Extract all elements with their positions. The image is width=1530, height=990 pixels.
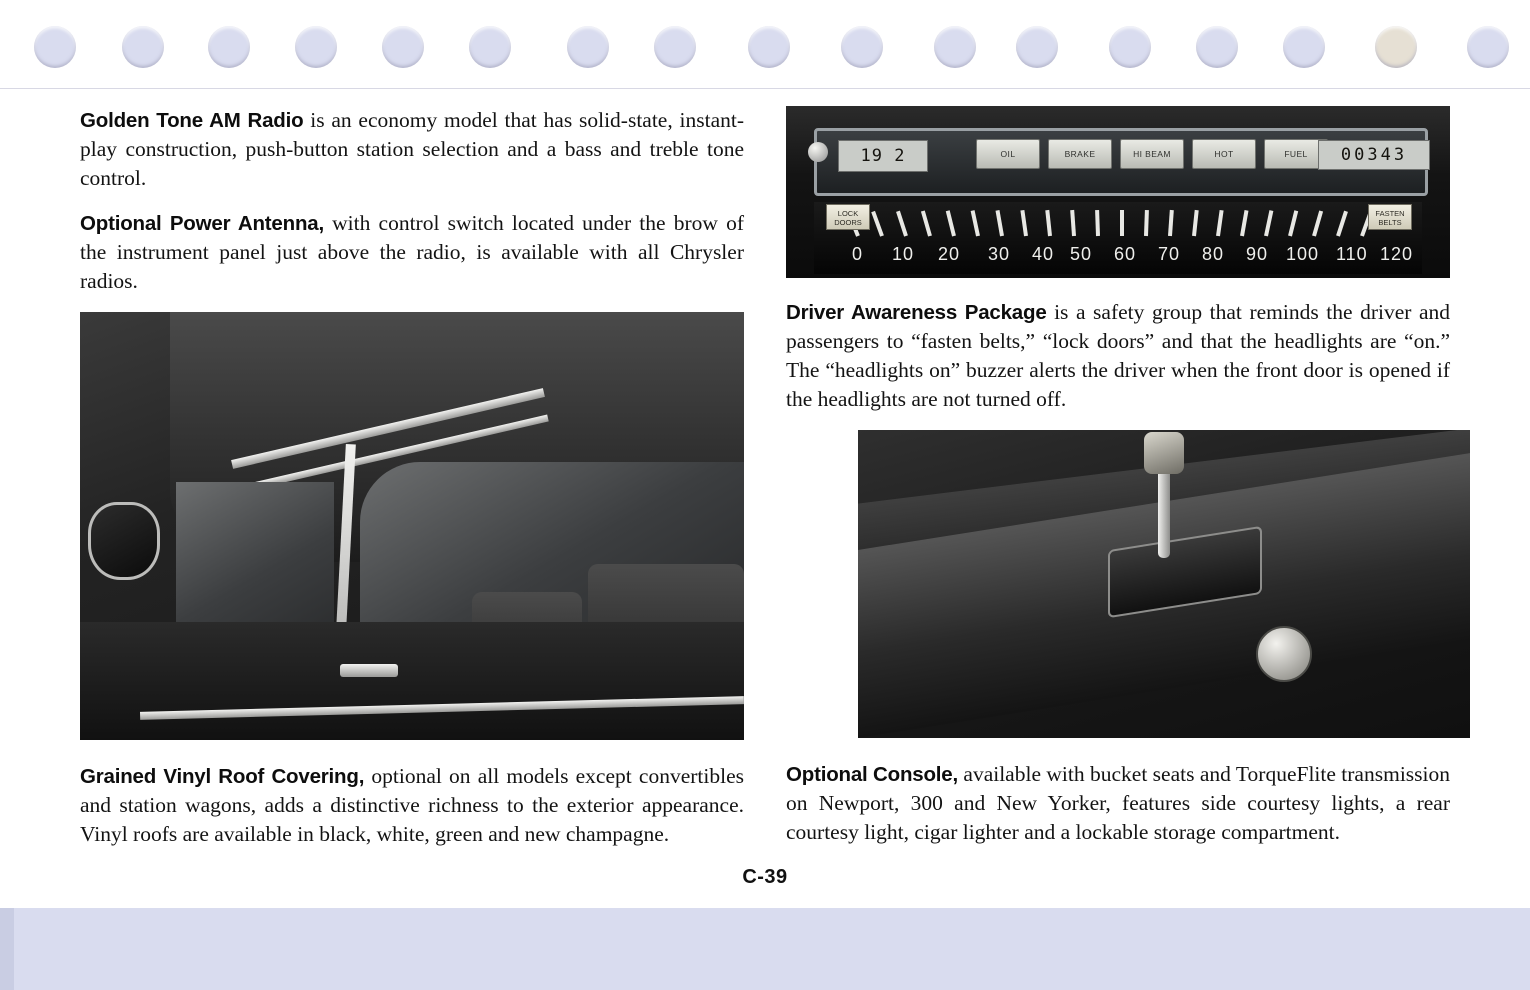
page-content	[0, 88, 1530, 908]
speedo-tick	[971, 210, 980, 236]
speedo-tick	[1120, 210, 1124, 236]
speedo-number: 40	[1032, 244, 1055, 264]
paragraph-golden-tone-radio	[80, 106, 744, 193]
warning-lamp-lock-doors: LOCK DOORS	[826, 204, 870, 230]
photo-instrument-cluster	[786, 106, 1450, 278]
shift-knob	[1144, 432, 1184, 474]
caption-lead: Grained Vinyl Roof Covering,	[80, 765, 365, 789]
telltale-hi-beam: HI BEAM	[1120, 139, 1184, 169]
speedo-number: 50	[1070, 244, 1093, 264]
right-column	[786, 106, 1450, 847]
paragraph-text: is an economy model that has solid-state, instant-play construction, push-button station selection and a bass and treble tone control.	[80, 108, 744, 191]
speedo-number: 60	[1114, 244, 1137, 264]
punch-hole	[841, 26, 883, 68]
punch-hole	[382, 26, 424, 68]
speedo-tick	[1045, 210, 1052, 236]
speedo-tick	[1240, 210, 1248, 236]
paragraph-text: with control switch located under the brow of the instrument panel just above the radio, is available with all Chrysler radios.	[80, 211, 744, 294]
telltale-fuel: FUEL	[1264, 139, 1328, 169]
page-gutter	[0, 908, 14, 990]
speedo-number: 90	[1246, 244, 1269, 264]
photo-grained-vinyl-roof	[80, 312, 744, 740]
page-number: C-39	[742, 866, 788, 888]
paragraph-driver-awareness-package	[786, 298, 1450, 414]
speedo-tick	[1168, 210, 1174, 236]
page-bottom-band	[0, 908, 1530, 990]
paragraph-text: is a safety group that reminds the driver and passengers to “fasten belts,” “lock doors” and that the headlights are “on.” The “headlights on” buzzer alerts the driver when the front door is opened if the headlights are not turned off.	[786, 300, 1450, 412]
telltale-oil: OIL	[976, 139, 1040, 169]
speedo-number: 70	[1158, 244, 1181, 264]
speedo-tick	[1070, 210, 1076, 236]
door-handle	[340, 664, 398, 677]
speedo-tick	[921, 210, 932, 236]
speedo-tick	[1095, 210, 1100, 236]
punch-hole	[934, 26, 976, 68]
speedo-number: 80	[1202, 244, 1225, 264]
punch-hole	[34, 26, 76, 68]
speedo-tick	[1288, 210, 1298, 236]
left-column	[80, 106, 744, 849]
speedo-tick	[896, 211, 908, 237]
punch-hole	[567, 26, 609, 68]
speedo-number: 0	[852, 244, 864, 264]
speedo-tick	[1192, 210, 1199, 236]
caption-lead: Optional Console,	[786, 763, 959, 787]
binder-punch-strip	[0, 0, 1530, 89]
caption-text: optional on all models except convertibles and station wagons, adds a distinctive richness to the exterior appearance. Vinyl roofs are available in black, white, green and new champagne.	[80, 764, 744, 847]
speedo-number: 10	[892, 244, 915, 264]
punch-hole	[1375, 26, 1417, 68]
caption-optional-console	[786, 760, 1450, 847]
warning-lamp-fasten-belts: FASTEN BELTS	[1368, 204, 1412, 230]
punch-hole	[654, 26, 696, 68]
speedo-tick	[1216, 210, 1224, 236]
cluster-knob	[808, 142, 828, 162]
speedo-number: 110	[1336, 244, 1368, 264]
punch-hole	[748, 26, 790, 68]
caption-text: available with bucket seats and TorqueFlite transmission on Newport, 300 and New Yorker, features side courtesy lights, a rear courtesy light, cigar lighter and a lockable storage compartment.	[786, 762, 1450, 845]
speedo-number: 20	[938, 244, 961, 264]
punch-hole	[122, 26, 164, 68]
cigar-lighter	[1256, 626, 1312, 682]
speedo-tick	[871, 211, 884, 237]
punch-hole	[1467, 26, 1509, 68]
speedo-tick	[946, 210, 956, 236]
speedo-tick	[1312, 210, 1323, 236]
paragraph-lead: Driver Awareness Package	[786, 301, 1047, 324]
odometer: 00343	[1318, 140, 1430, 170]
speedo-tick	[996, 210, 1004, 236]
punch-hole	[1196, 26, 1238, 68]
speedo-tick	[1264, 210, 1273, 236]
paragraph-power-antenna	[80, 209, 744, 296]
punch-hole	[1109, 26, 1151, 68]
speedo-tick	[1020, 210, 1028, 236]
speedo-number: 120	[1380, 244, 1414, 264]
caption-grained-vinyl-roof	[80, 762, 744, 849]
photo-optional-console	[858, 430, 1470, 738]
punch-hole	[295, 26, 337, 68]
telltale-hot: HOT	[1192, 139, 1256, 169]
speedo-number: 30	[988, 244, 1011, 264]
outside-mirror	[88, 502, 160, 580]
speedo-tick	[1336, 211, 1348, 237]
paragraph-lead: Golden Tone AM Radio	[80, 109, 304, 132]
punch-hole	[469, 26, 511, 68]
punch-hole	[1283, 26, 1325, 68]
speedo-tick	[1144, 210, 1149, 236]
trip-odometer: 19 2	[838, 140, 928, 172]
speedometer-band	[814, 202, 1422, 274]
telltale-brake: BRAKE	[1048, 139, 1112, 169]
lower-body-panel	[80, 622, 744, 740]
paragraph-lead: Optional Power Antenna,	[80, 212, 324, 236]
punch-hole	[1016, 26, 1058, 68]
punch-hole	[208, 26, 250, 68]
speedo-number: 100	[1286, 244, 1320, 264]
